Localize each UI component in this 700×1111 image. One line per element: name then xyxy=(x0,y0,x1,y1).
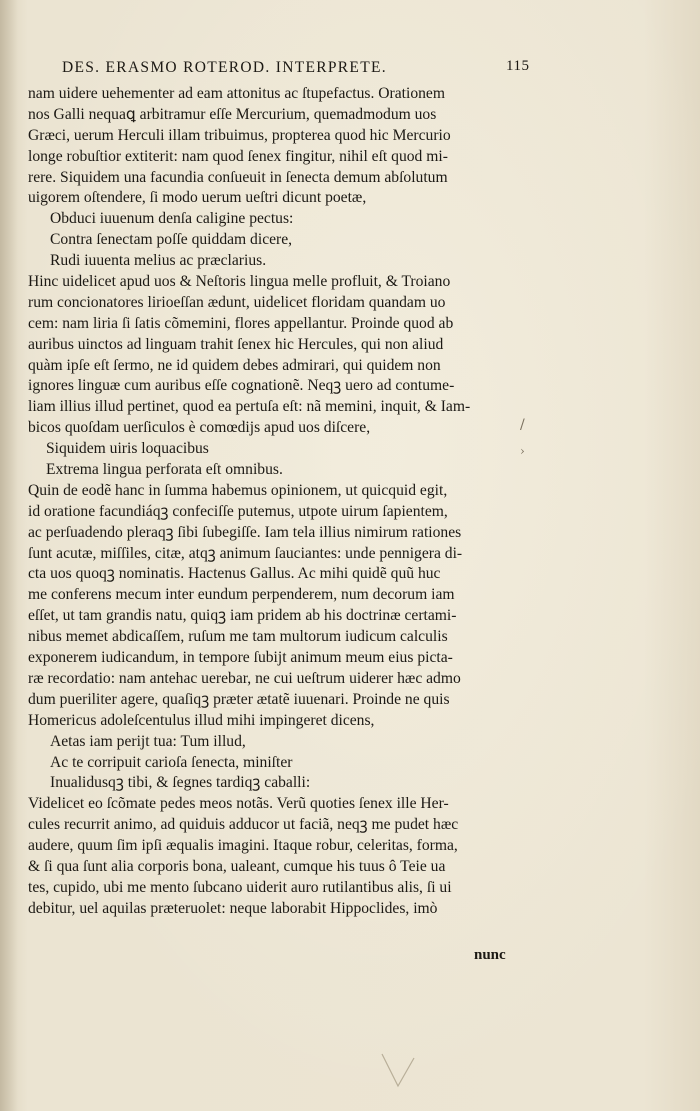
folio-number: 115 xyxy=(506,58,530,74)
text-block xyxy=(28,84,538,920)
text-line: cem: nam liria ſi ſatis cõmemini, flores appellantur. Proinde quod ab xyxy=(28,314,454,332)
running-title: DES. ERASMO ROTEROD. INTERPRETE. xyxy=(62,59,387,76)
text-line: liam illius illud pertinet, quod ea pertuſa eſt: nã memini, inquit, & Iam- xyxy=(28,398,471,416)
verse-line: Siquidem uiris loquacibus xyxy=(46,440,209,458)
text-line: bicos quoſdam uerſiculos è comœdijs apud uos diſcere, xyxy=(28,419,371,437)
text-line: ac perſuadendo pleraqꝫ ſibi ſubegiſſe. Iam tela illius nimirum rationes xyxy=(28,523,462,541)
text-line: nam uidere uehementer ad eam attonitus ac ſtupefactus. Orationem xyxy=(28,85,445,102)
text-line: rere. Siquidem una facundia conſueuit in ſenecta demum abſolutum xyxy=(28,168,448,186)
text-line: ræ recordatio: nam antehac uerebar, ne cui ueſtrum uiderer hæc admo xyxy=(28,669,461,687)
text-line: me conferens mecum inter eundum perpenderem, num decorum iam xyxy=(28,586,455,604)
text-line: audere, quum ſim ipſi æqualis imagini. Itaque robur, celeritas, forma, xyxy=(28,837,458,855)
text-line: eſſet, ut tam grandis natu, quiqꝫ iam pridem ab his doctrinæ certami- xyxy=(28,607,457,625)
text-line: ſunt acutæ, miſſiles, citæ, atqꝫ animum ſauciantes: unde pennigera di- xyxy=(28,544,463,562)
text-line: & ſi qua ſunt alia corporis bona, ualeant, cumque his tuus ô Teie ua xyxy=(28,857,446,875)
text-line: nos Galli nequaꝗ arbitramur eſſe Mercurium, quemadmodum uos xyxy=(28,105,437,123)
text-line: dum pueriliter agere, quaſiqꝫ præter ætatẽ iuuenari. Proinde ne quis xyxy=(28,690,450,708)
verse-line: Extrema lingua perforata eſt omnibus. xyxy=(46,461,283,479)
verse-line: Inualidusqꝫ tibi, & ſegnes tardiqꝫ caballi: xyxy=(50,774,311,792)
text-line: Homericus adoleſcentulus illud mihi impingeret dicens, xyxy=(28,711,375,729)
verse-line: Ac te corripuit carioſa ſenecta, miniſter xyxy=(50,753,293,771)
gutter-shadow xyxy=(0,0,18,1111)
text-line: uigorem oſtendere, ſi modo uerum ueſtri dicunt poetæ, xyxy=(28,189,367,207)
text-line: Videlicet eo ſcõmate pedes meos notãs. Verũ quoties ſenex ille Her- xyxy=(28,795,449,813)
text-line: longe robuſtior extiterit: nam quod ſenex fingitur, nihil eſt quod mi- xyxy=(28,147,448,165)
running-head xyxy=(62,59,540,81)
margin-mark-small: › xyxy=(520,444,525,458)
pencil-mark-icon xyxy=(380,1052,416,1092)
text-line: id oratione facundiáqꝫ confeciſſe putemus, utpote uirum ſapientem, xyxy=(28,502,448,520)
verse-line: Contra ſenectam poſſe quiddam dicere, xyxy=(50,231,293,249)
text-line: Græci, uerum Herculi illam tribuimus, propterea quod hic Mercurio xyxy=(28,126,451,144)
text-line: nibus memet abdicaſſem, ruſum me tam multorum iudicum calculis xyxy=(28,628,448,646)
text-line: quàm ipſe eſt ſermo, ne id quidem debes admirari, qui quidem non xyxy=(28,356,441,374)
verse-line: Rudi iuuenta melius ac præclarius. xyxy=(50,252,267,270)
text-line: cta uos quoqꝫ nominatis. Hactenus Gallus. Ac mihi quidẽ quũ huc xyxy=(28,565,441,583)
text-line: auribus uinctos ad linguam trahit ſenex hic Hercules, qui non aliud xyxy=(28,335,444,353)
margin-mark: / xyxy=(520,417,525,433)
text-line: Quin de eodẽ hanc in ſumma habemus opinionem, ut quicquid egit, xyxy=(28,481,448,499)
text-line: ignores linguæ cum auribus eſſe cognationẽ. Neqꝫ uero ad contume- xyxy=(28,377,455,395)
text-line: rum concionatores lirioeſſan ædunt, uidelicet floridam quandam uo xyxy=(28,293,446,311)
text-line: tes, cupido, ubi me mento ſubcano uiderit auro rutilantibus alis, ſi ui xyxy=(28,878,452,896)
text-line: exponerem iudicandum, in tempore ſubijt animum meum eius picta- xyxy=(28,649,453,667)
text-line: debitur, uel aquilas præteruolet: neque laborabit Hippoclides, imò xyxy=(28,899,438,917)
verse-line: Aetas iam perijt tua: Tum illud, xyxy=(50,732,246,750)
verse-line: Obduci iuuenum denſa caligine pectus: xyxy=(50,210,294,228)
catchword: nunc xyxy=(474,947,506,963)
text-line: Hinc uidelicet apud uos & Neſtoris lingua melle profluit, & Troiano xyxy=(28,273,451,291)
text-line: cules recurrit animo, ad quiduis adducor ut faciã, neqꝫ me pudet hæc xyxy=(28,816,459,834)
